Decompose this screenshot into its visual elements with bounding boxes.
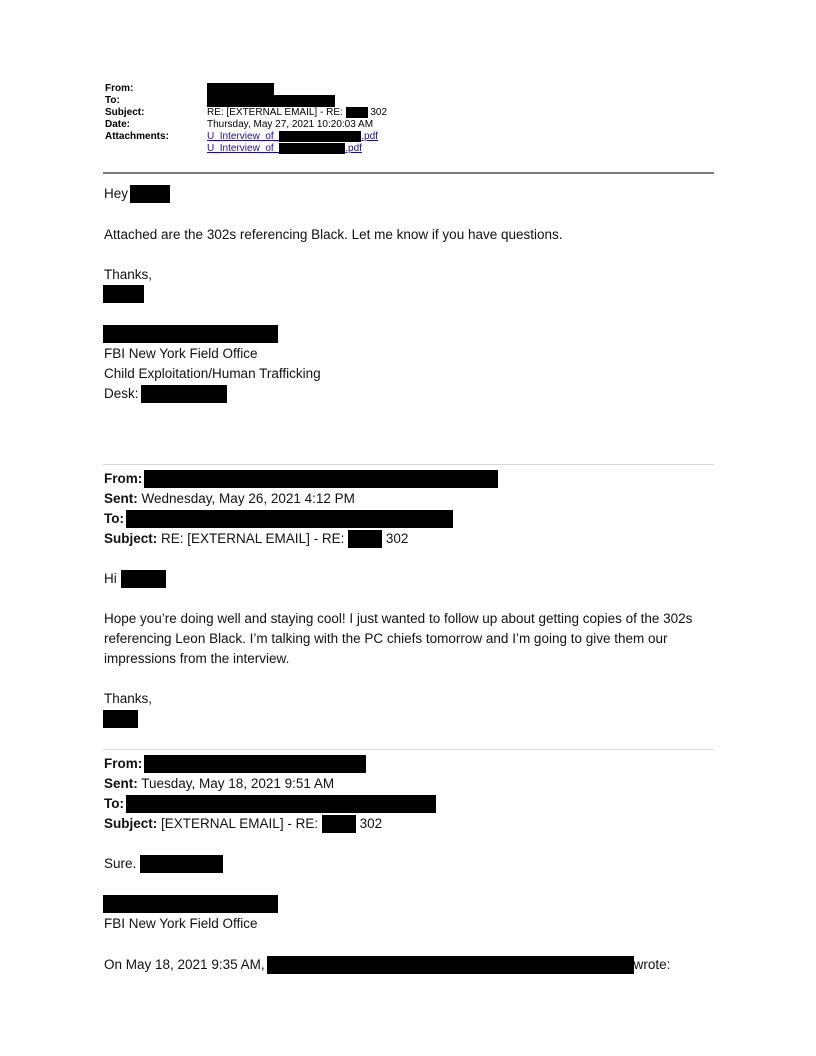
attachment-name: U_Interview_of_ <box>207 131 280 143</box>
subject-line <box>104 529 408 549</box>
sent-line <box>104 774 334 794</box>
redaction <box>103 325 278 343</box>
subject-label: Subject: <box>104 816 158 831</box>
date-value: Thursday, May 27, 2021 10:20:03 AM <box>207 119 374 130</box>
signature-office: FBI New York Field Office <box>104 916 258 931</box>
redaction <box>267 956 634 974</box>
reply-text: Sure. <box>104 856 137 871</box>
redaction <box>130 185 170 203</box>
date-label: Date: <box>105 119 131 130</box>
redaction <box>140 855 223 873</box>
reply-line <box>104 854 223 874</box>
to-label: To: <box>105 95 120 106</box>
redaction <box>144 755 366 773</box>
redaction <box>103 895 278 913</box>
subject-prefix: RE: [EXTERNAL EMAIL] - RE: <box>207 107 343 119</box>
greeting-text: Hi <box>104 571 117 586</box>
redaction <box>322 815 356 833</box>
attachment-link-2[interactable] <box>207 143 362 154</box>
message-body: Hope you’re doing well and staying cool! I just wanted to follow up about getting copies of the 302s referencing Leon Black. I’m talking with the PC chiefs tomorrow and I’m going to give them our impressions from the interview. <box>104 611 693 666</box>
sent-label: Sent: <box>104 491 138 506</box>
message-body: Attached are the 302s referencing Black. Let me know if you have questions. <box>104 227 563 242</box>
thanks-text: Thanks, <box>104 267 153 282</box>
redaction <box>279 143 345 154</box>
subject-prefix: RE: [EXTERNAL EMAIL] - RE: <box>161 531 345 546</box>
attachment-ext: .pdf <box>361 131 378 143</box>
redaction <box>144 470 498 488</box>
greeting <box>104 569 166 589</box>
attachments-label: Attachments: <box>105 131 169 142</box>
message-divider <box>103 464 714 465</box>
message-divider <box>103 749 714 750</box>
attachment-name: U_Interview_of_ <box>207 143 280 155</box>
subject-suffix: 302 <box>370 107 388 119</box>
subject-label: Subject: <box>104 531 158 546</box>
redaction <box>346 107 368 118</box>
to-label: To: <box>104 511 124 526</box>
header-divider <box>103 172 714 174</box>
to-label: To: <box>104 796 124 811</box>
redaction <box>126 795 436 813</box>
subject-value <box>207 107 387 119</box>
redaction <box>207 83 274 95</box>
to-line <box>104 794 436 814</box>
from-label: From: <box>105 83 134 94</box>
redaction <box>207 95 335 107</box>
redaction <box>348 530 382 548</box>
desk-label: Desk: <box>104 386 139 401</box>
attachment-ext: .pdf <box>345 143 362 155</box>
to-line <box>104 509 453 529</box>
redaction <box>103 285 144 303</box>
attachment-link-1[interactable] <box>207 131 378 142</box>
redaction <box>279 131 361 142</box>
from-label: From: <box>104 471 143 486</box>
subject-prefix: [EXTERNAL EMAIL] - RE: <box>161 816 319 831</box>
from-label: From: <box>104 756 143 771</box>
subject-label: Subject: <box>105 107 145 118</box>
thanks-text: Thanks, <box>104 691 153 706</box>
quote-prefix: On May 18, 2021 9:35 AM, <box>104 957 265 972</box>
desk-line <box>104 384 227 404</box>
quote-line <box>104 955 670 975</box>
sent-line <box>104 489 355 509</box>
subject-suffix: 302 <box>385 531 409 546</box>
signature-unit: Child Exploitation/Human Trafficking <box>104 366 321 381</box>
from-line <box>104 754 366 774</box>
redaction <box>121 570 166 588</box>
sent-value: Wednesday, May 26, 2021 4:12 PM <box>141 491 355 506</box>
subject-line <box>104 814 382 834</box>
signature-office: FBI New York Field Office <box>104 346 258 361</box>
sent-value: Tuesday, May 18, 2021 9:51 AM <box>141 776 335 791</box>
email-header <box>105 83 387 155</box>
quote-suffix: wrote: <box>633 957 671 972</box>
from-line <box>104 469 498 489</box>
redaction <box>103 710 138 728</box>
greeting <box>104 184 170 204</box>
redaction <box>141 385 227 403</box>
greeting-text: Hey <box>104 186 129 201</box>
sent-label: Sent: <box>104 776 138 791</box>
subject-suffix: 302 <box>359 816 383 831</box>
redaction <box>126 510 453 528</box>
